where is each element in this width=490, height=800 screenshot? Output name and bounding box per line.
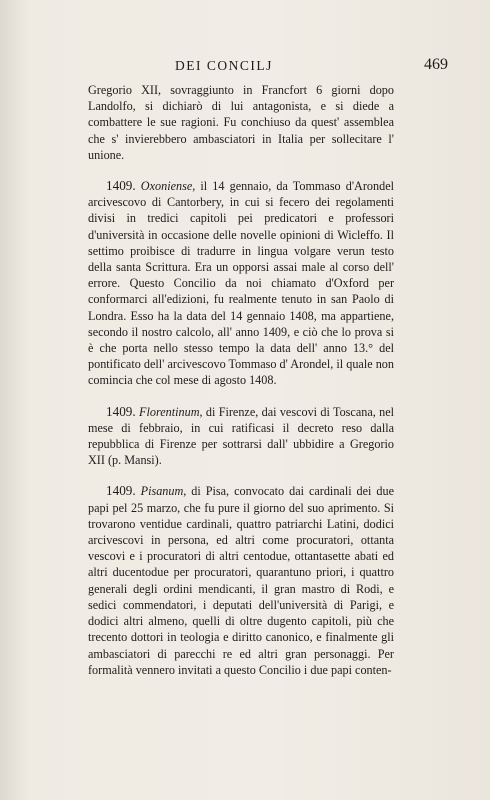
entry-text: , di Firenze, dai vescovi di Toscana, nel mese di febbraio, in cui ratificasi il decreto reso dalla repubblica di Firenze per sottrarsi dall' ubbidire a Gregorio XII (p. Mansi). xyxy=(88,404,395,468)
entry-year: 1409. xyxy=(106,178,136,194)
council-entry-florentinum xyxy=(88,404,394,469)
council-entry-pisanum xyxy=(88,483,394,677)
entry-text: , di Pisa, convocato dai cardinali dei due papi pel 25 marzo, che fu pure il giorno del suo aprimento. Si trovarono ventidue cardinali, quattro patriarchi Latini, dodici arcivescovi in persona, ed altri come procuratori, ottanta vescovi e i procuratori di altri centodue, ottantasette abati ed altri ducentodue per procuratori, quarantuno priori, i quattro generali degli ordini mendicanti, il gran mastro di Rodi, e sedici commendatori, i deputati dell'università di Parigi, e dodici altri almeno, quelli di oltre dugento capitoli, più che trecento dottori in teologia e diritto canonico, e finalmente gli ambasciatori di parecchi re ed altri gran personaggi. Per formalità vennero invitati a questo Concilio i due papi conten- xyxy=(88,484,395,677)
entry-year: 1409. xyxy=(106,483,136,499)
entry-year: 1409. xyxy=(106,403,136,419)
continuation-paragraph: Gregorio XII, sovraggiunto in Francfort 6 giorni dopo Landolfo, si dichiarò di lui antagonista, e si diede a combattere le sue ragioni. Fu conchiuso da quest' assemblea che s' invierebbero ambasciatori in Italia per sollecitare l' unione. xyxy=(88,83,394,162)
council-name: Oxoniense xyxy=(140,179,193,194)
page-header xyxy=(0,56,490,78)
council-name: Florentinum xyxy=(139,404,200,419)
council-entry-oxoniense xyxy=(88,178,394,389)
council-name: Pisanum xyxy=(140,484,184,499)
page-number: 469 xyxy=(424,56,448,73)
body-text xyxy=(88,82,394,678)
running-title: DEI CONCILJ xyxy=(175,58,273,73)
entry-text: , il 14 gennaio, da Tommaso d'Arondel arcivescovo di Cantorbery, in cui si fecero dei regolamenti divisi in tredici capitoli pei predicatori e professori d'università in occasione delle novelle opinioni di Wicleffo. Il settimo proibisce di tradurre in lingua volgare verun testo della santa Scrittura. Era un opporsi assai male al corso dell' errore. Questo Concilio da noi chiamato d'Oxford per conformarci all'edizioni, fu realmente tenuto in san Paolo di Londra. Esso ha la data del 14 gennaio 1408, ma appartiene, secondo il nostro calcolo, all' anno 1409, e ciò che lo prova si è che porta nello stesso tempo la data dell' anno 13.° del pontificato dell' arcivescovo Tommaso d' Arondel, il quale non comincia che col mese di agosto 1408. xyxy=(88,179,394,388)
